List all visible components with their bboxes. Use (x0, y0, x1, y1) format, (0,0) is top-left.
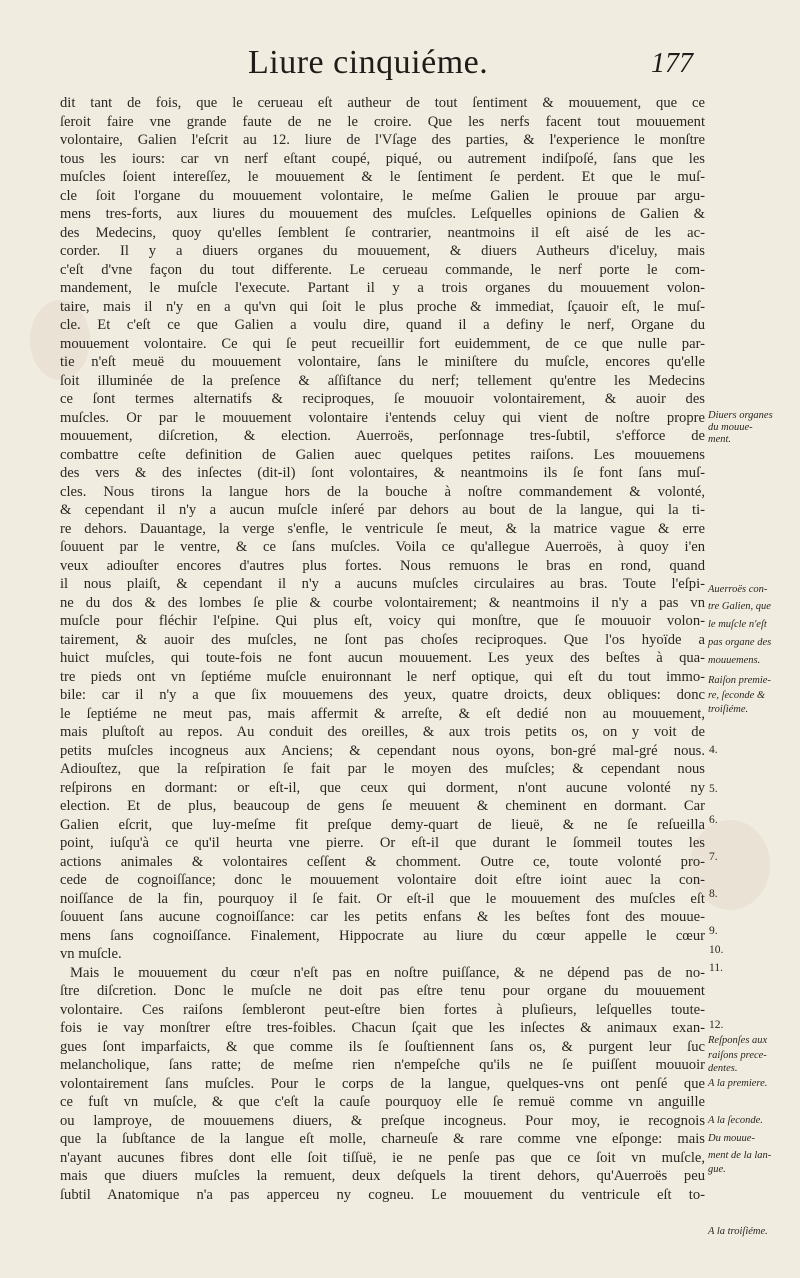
text-line: muſcle pour fléchir l'eſpine. Qui plus eſt, voicy qui monſtre, que ſe mouuoir volon- (60, 613, 705, 629)
text-line: ſeroit faire vne grande faute de ne le croire. Que les nerfs facent tout mouuement (60, 113, 705, 130)
text-line: il nous plaiſt, & cependant il n'y a aucuns muſcles circulaires au bras. Toute l'eſpi- (60, 576, 705, 592)
text-line: huict muſcles, qui toute-fois ne font aucun mouuement. Les yeux des beſtes à qua- (60, 650, 705, 666)
margin-note: Du mouue- (708, 1133, 755, 1144)
text-line: que la ſubſtance de la langue eſt molle, charneuſe & rare comme vne eſponge: mais (60, 1131, 705, 1147)
text-line: mens ſans cognoiſſance. Finalement, Hippocrate au liure du cœur appelle le cœur (60, 927, 705, 944)
text-line: des vers & des inſectes (dit-il) ſont volontaires, & neantmoins ils ſe font ſans muſ- (60, 465, 705, 481)
margin-note: gue. (708, 1164, 726, 1175)
main-text-column (60, 94, 705, 1204)
text-line: mouuement, diſcretion, & election. Auerroës, perſonnage tres-ſubtil, s'efforce de (60, 428, 705, 444)
text-line: petits muſcles incogneus aux Anciens; & cependant nous oyons, bon-gré mal-gré nous. (60, 742, 705, 759)
margin-number: 9. (709, 925, 718, 937)
margin-note: mouuemens. (708, 655, 761, 666)
text-line: combattre ceſte definition de Galien auec quelques petites raiſons. Les mouuemens (60, 446, 705, 463)
text-line: dit tant de fois, que le cerueau eſt autheur de tout ſentiment & mouuement, que ce (60, 95, 705, 111)
text-line: actions animales & volontaires ceſſent & chomment. Outre ce, toute volonté pro- (60, 853, 705, 870)
margin-note: A la premiere. (708, 1078, 768, 1089)
text-line: ſtre diſcretion. Donc le muſcle ne doit pas eſtre tenu pour organe du mouuement (60, 983, 705, 999)
text-line: tous les iours: car vn nerf eſtant coupé, piqué, ou autrement indiſpoſé, ſans que les (60, 150, 705, 167)
margin-number: 7. (709, 851, 718, 863)
text-line: tie n'eſt meuë du mouuement volontaire, ſans le miniſtere du muſcle, encores qu'elle (60, 354, 705, 370)
margin-note: Auerroës con- (708, 584, 768, 595)
text-line: & cependant il n'y a aucun muſcle inſeré par dehors au bout de la langue, qui la ti- (60, 502, 705, 518)
margin-number: 12. (709, 1019, 724, 1031)
text-line: cles. Nous tirons la langue hors de la bouche à noſtre commandement & volonté, (60, 483, 705, 500)
text-line: cle ſoit l'organe du mouuement volontaire, le meſme Galien le prouue par argu- (60, 187, 705, 204)
margin-note: re, ſeconde & (708, 690, 766, 701)
margin-note: ment. (708, 434, 732, 445)
margin-number: 8. (709, 888, 718, 900)
margin-note: Reſponſes aux (708, 1035, 768, 1046)
running-title: Liure cinquiéme. (248, 44, 489, 81)
text-line: election. Et de plus, beaucoup de gens ſe meuuent & cheminent en dormant. Car (60, 798, 705, 814)
text-line: tairement, & auoir des muſcles, ne ſont pas choſes reciproques. Que l'os hyoïde a (60, 631, 705, 648)
text-line: reſpirons en dormant: or eſt-il, que ceux qui dorment, n'ont aucune volonté ny (60, 779, 705, 796)
margin-note: Raiſon premie- (708, 675, 771, 686)
text-line: muſcles. Or par le mouuement volontaire i'entends celuy qui vient de noſtre propre (60, 409, 705, 426)
text-line: mouuement volontaire. Ce qui ſe peut recueillir fort euidemment, de ce que nulle par- (60, 335, 705, 352)
text-line: ou lamproye, de mouuemens diuers, & preſque incogneus. Pour moy, ie recognois (60, 1112, 705, 1129)
text-line: vn muſcle. (60, 946, 122, 962)
text-line: volontaire. Ces raiſons ſembleront peut-eſtre bien fortes à pluſieurs, leſquelles toute- (60, 1001, 705, 1018)
page-header (0, 44, 800, 84)
text-line: ſoit illuminée de la preſence & aſſiſtance du nerf; tellement qu'entre les Medecins (60, 372, 705, 389)
text-line: mais pluſtoſt au repos. Au conduit des oreilles, & aux trois petits os, on y voit de (60, 724, 705, 740)
text-line: des Medecins, quoy qu'elles ſemblent ſe contrarier, neantmoins il eſt aisé de les ac- (60, 224, 705, 241)
text-line: taire, mais il n'y en a qu'vn qui ſoit le plus proche & immediat, ſçauoir eſt, le muſ- (60, 298, 705, 315)
page-number: 177 (651, 48, 693, 79)
text-line: re dehors. Dauantage, la verge s'enfle, le ventricule ſe meut, & la matrice vague & erre (60, 520, 705, 537)
text-line: ſubtil Anatomique n'a pas apperceu ny cogneu. Le mouuement du ventricule eſt to- (60, 1186, 705, 1203)
margin-note: troiſiéme. (708, 704, 749, 715)
margin-note: Diuers organes (708, 410, 773, 421)
text-line: cede de cognoiſſance; donc le mouuement volontaire doit eſtre ioint auec la con- (60, 872, 705, 888)
text-line: Adiouſtez, que la reſpiration ſe fait par le moyen des muſcles; & cependant nous (60, 761, 705, 777)
text-line: cle. Et c'eſt ce que Galien a voulu dire, quand il a definy le nerf, Organe du (60, 317, 705, 333)
text-line: tre pieds ont vn ſeptiéme muſcle enuironnant le nerf optique, qui eſt du tout immo- (60, 668, 705, 685)
text-line: gues ſont imparfaicts, & que comme ils ſe ſouſtiennent ſans os, & purgent leur ſuc (60, 1038, 705, 1055)
margin-number: 5. (709, 783, 718, 795)
text-line: mandement, le muſcle l'execute. Partant il y a trois organes du mouuement volon- (60, 280, 705, 296)
text-line: mens tres-forts, aux liures du mouuement des muſcles. Leſquelles opinions de Galien & (60, 206, 705, 222)
text-line: mais que diuers muſcles la remuent, deux deſquels la tirent dehors, qu'Auerroës peu (60, 1168, 705, 1184)
text-line: le ſeptiéme ne meut pas, mais affermit & arreſte, & eſt dedié non au mouuement, (60, 705, 705, 722)
margin-number: 4. (709, 744, 718, 756)
margin-number: 10. (709, 944, 724, 956)
text-line: fois ie vay monſtrer eſtre tres-foibles. Chacun ſçait que les inſectes & animaux exan- (60, 1020, 705, 1036)
text-line: bile: car il n'y a que ſix mouuemens des yeux, quatre droicts, deux obliques: donc (60, 687, 705, 703)
margin-note: raiſons prece- (708, 1050, 767, 1061)
margin-note: du mouue- (708, 422, 753, 433)
margin-note: ment de la lan- (708, 1150, 772, 1161)
text-line: Mais le mouuement du cœur n'eſt pas en noſtre puiſſance, & ne dépend pas de no- (70, 964, 705, 981)
text-line: point, iuſqu'à ce qu'il heurta vne pierre. Or eſt-il que durant le ſommeil toutes les (60, 835, 705, 851)
margin-note: le muſcle n'eſt (708, 619, 767, 630)
text-line: volontairement ſans muſcles. Pour le corps de la langue, quelques-vns ont penſé que (60, 1075, 705, 1092)
text-line: c'eſt d'vne façon du tout differente. Le cerueau commande, le nerf porte le com- (60, 261, 705, 278)
margin-note: A la ſeconde. (708, 1115, 763, 1126)
text-line: ſouuent ſans aucune cognoiſſance: car les petits enfans & les beſtes font des mouue- (60, 909, 705, 925)
text-line: noiſſance de la fin, pourquoy il ſe fait. Or eſt-il que le mouuement des muſcles eſt (60, 890, 705, 907)
text-line: corder. Il y a diuers organes du mouuement, & diuers Autheurs d'iceluy, mais (60, 243, 705, 259)
text-line: ſouuent par le ventre, & ce ſans muſcles. Voila ce qu'allegue Auerroës, à quoy i'en (60, 539, 705, 555)
text-line: ce ſont termes alternatifs & reciproques, ſe mouuoir volontairement, & auoir des (60, 391, 705, 407)
text-line: volontaire, Galien l'eſcrit au 12. liure de l'Vſage des parties, & l'experience le monſtre (60, 132, 705, 148)
text-line: veux adiouſter encores d'autres plus fortes. Nous remuons le bras en rond, quand (60, 557, 705, 574)
margin-note: tre Galien, que (708, 601, 771, 612)
text-line: ne du dos & des lombes ſe plie & courbe volontairement; & neantmoins il n'y a pas vn (60, 594, 705, 611)
text-line: muſcles ſoient intereſſez, le mouuement & le ſentiment ſe perdent. Et que le muſ- (60, 169, 705, 185)
margin-number: 6. (709, 814, 718, 826)
margin-note: pas organe des (708, 637, 772, 648)
text-line: ce fuſt vn muſcle, & que c'eſt la cauſe pourquoy elle ſe remuë comme vn anguille (60, 1094, 705, 1110)
text-line: n'ayant aucunes fibres dont elle ſoit tiſſuë, ie ne penſe pas que ce ſoit vn muſcle, (60, 1149, 705, 1166)
text-line: melancholique, ſans ratte; de meſme rien n'empeſche qu'ils ne ſe puiſſent mouuoir (60, 1057, 705, 1073)
margin-number: 11. (709, 962, 723, 974)
margin-note: dentes. (708, 1063, 738, 1074)
margin-note: A la troiſiéme. (708, 1226, 768, 1237)
text-line: Galien eſcrit, que luy-meſme fit preſque demy-quart de lieuë, & ne ſe reſueilla (60, 816, 705, 833)
